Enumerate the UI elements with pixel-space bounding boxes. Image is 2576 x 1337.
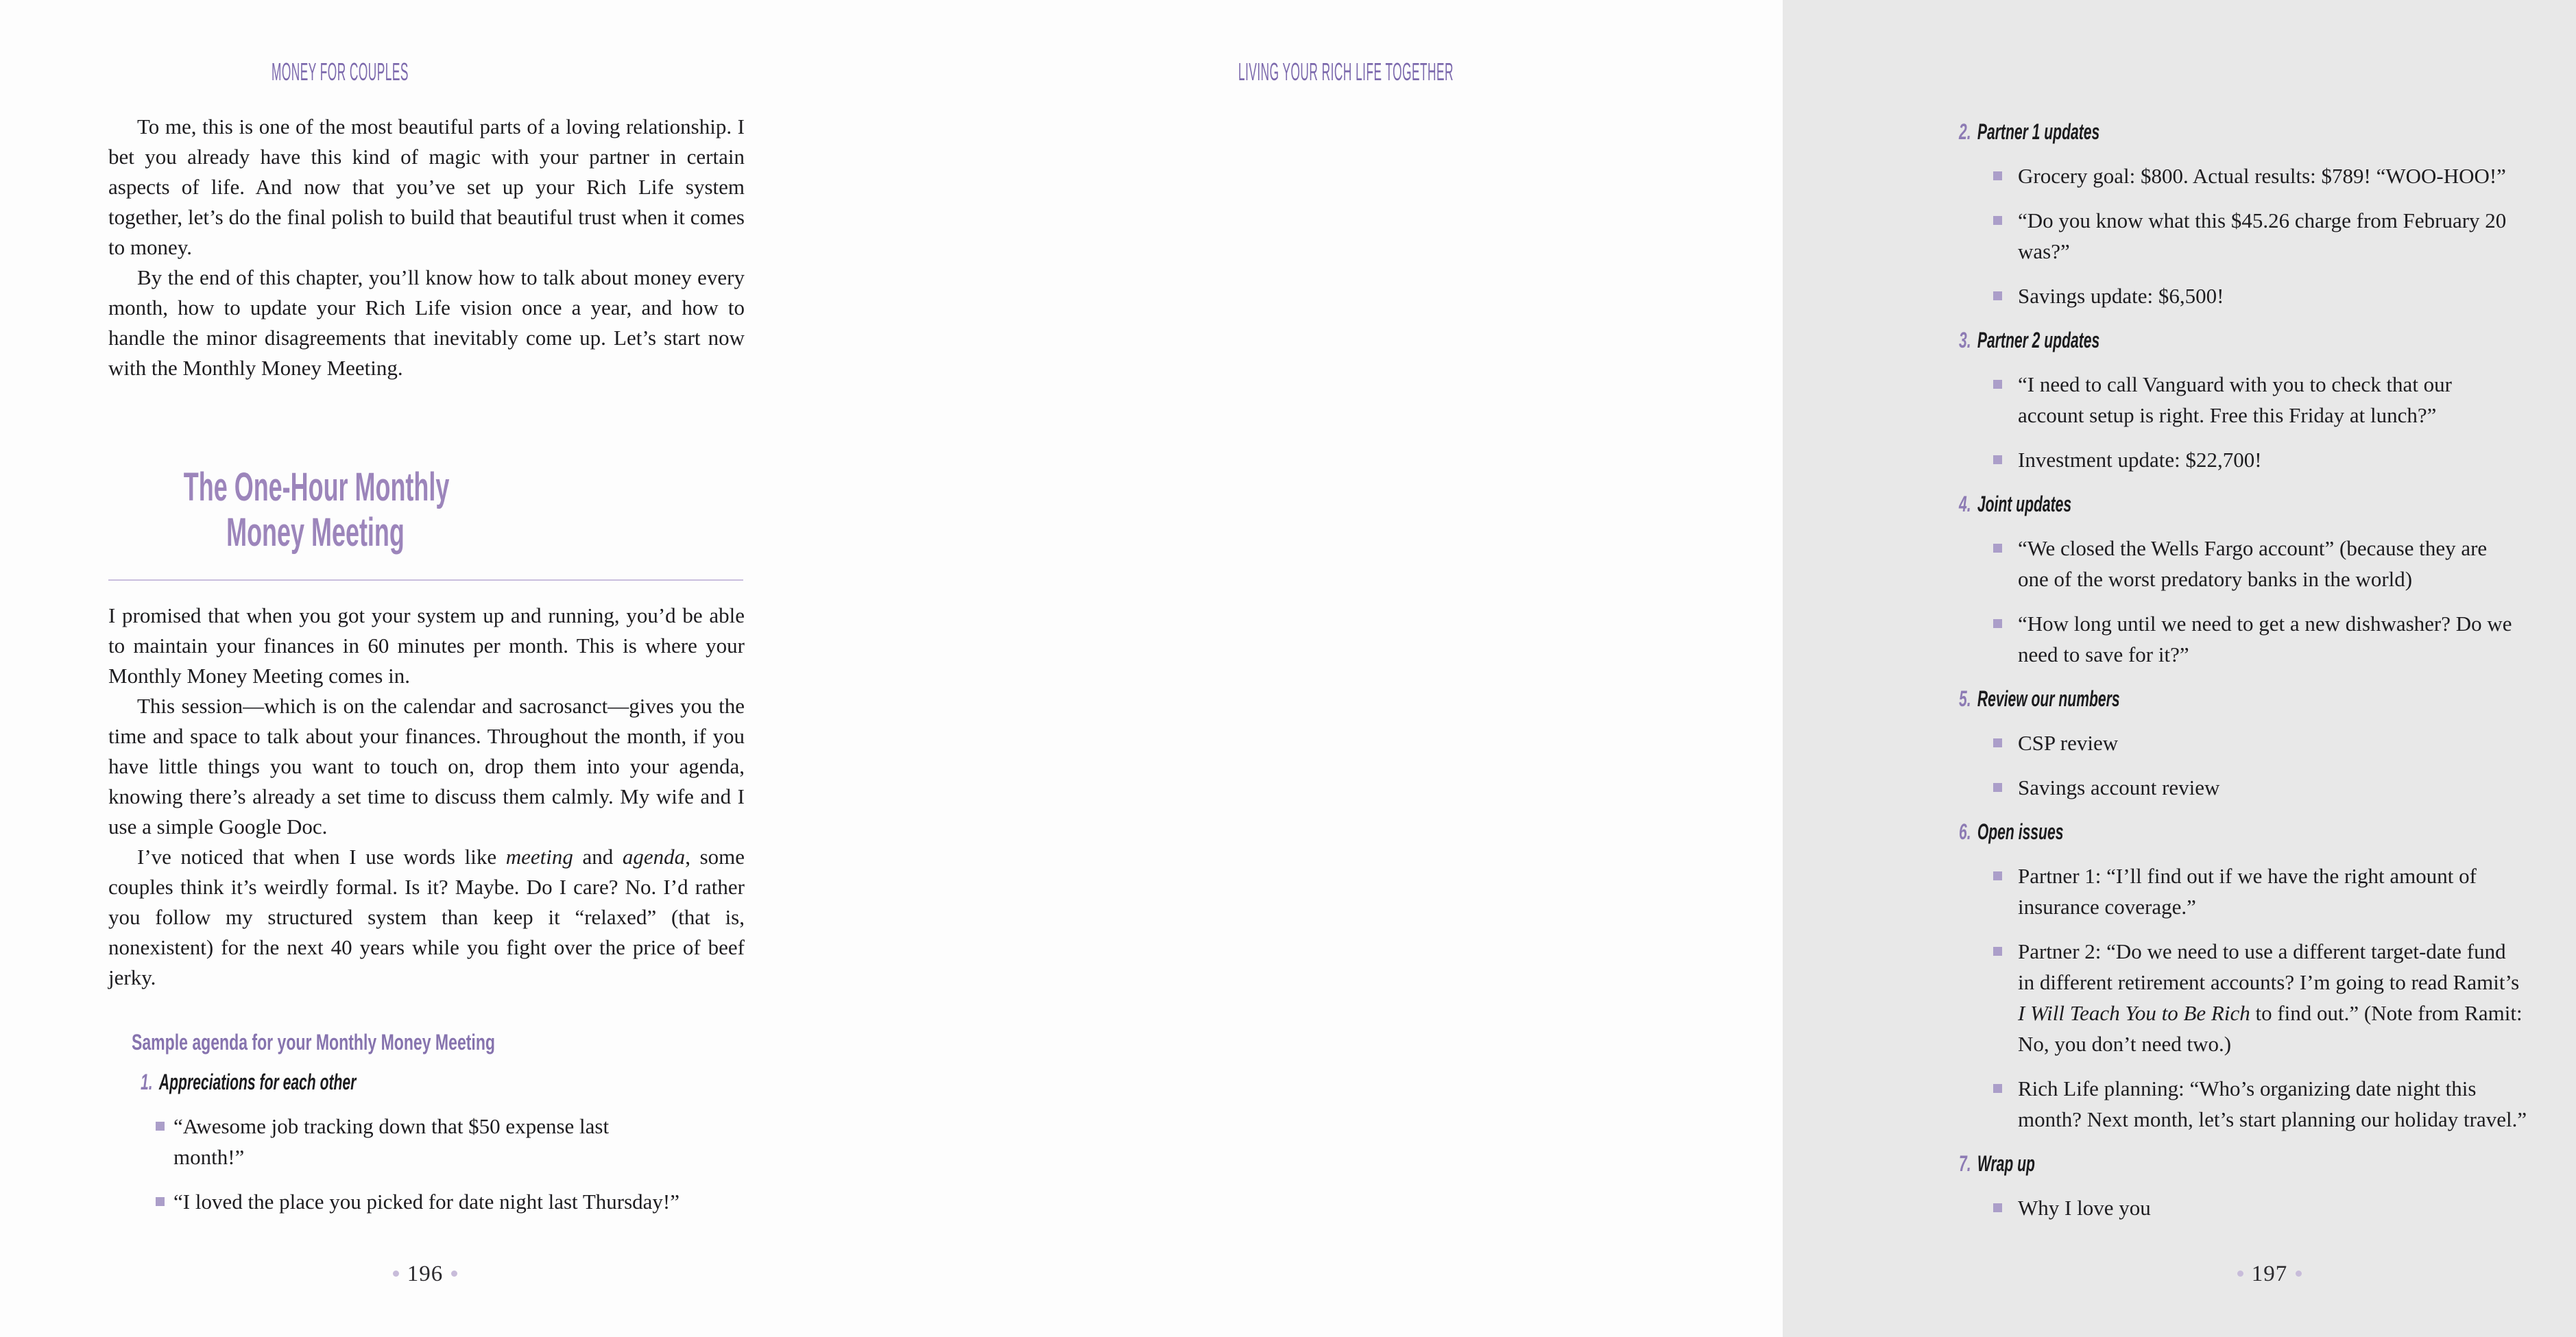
text-segment: was?” <box>2018 239 2070 263</box>
item-title-text: Open issues <box>1977 819 2064 844</box>
agenda-item <box>1959 489 2576 670</box>
text-segment: to find out.” (Note from Ramit: <box>2250 1001 2523 1025</box>
sample-agenda-section <box>132 1028 749 1217</box>
agenda-item-title <box>1959 684 2120 714</box>
running-head-book-title: MONEY FOR COUPLES <box>272 58 409 86</box>
bullet-square-icon <box>156 1122 165 1131</box>
text-segment: Savings account review <box>2018 775 2220 799</box>
body-text-block <box>108 112 745 383</box>
page-number <box>357 1262 494 1287</box>
text-segment: Investment update: $22,700! <box>2018 448 2262 472</box>
bullet-square-icon <box>1993 380 2002 389</box>
text-segment: Rich Life planning: “Who’s organizing date night this <box>2018 1076 2477 1100</box>
section-divider <box>108 579 743 581</box>
text-segment: “We closed the Wells Fargo account” (because they are <box>2018 536 2488 560</box>
text-segment: in different retirement accounts? I’m going to read Ramit’s <box>2018 970 2520 994</box>
item-number: 5. <box>1959 686 1971 711</box>
text-segment: Why I love you <box>2018 1196 2151 1220</box>
bullet-text <box>2018 369 2566 431</box>
bullet-item <box>1959 727 2576 758</box>
bullet-square-icon <box>156 1197 165 1206</box>
bullet-square-icon <box>1993 619 2002 628</box>
bullet-square-icon <box>1993 544 2002 553</box>
bullet-text <box>2018 1192 2566 1223</box>
item-number: 4. <box>1959 492 1971 516</box>
bullet-item <box>141 1111 749 1172</box>
text-segment: No, you don’t need two.) <box>2018 1032 2232 1056</box>
text-segment: one of the worst predatory banks in the world) <box>2018 567 2413 591</box>
agenda-item-title-row <box>141 1067 749 1097</box>
bullet-text <box>2018 727 2566 758</box>
item-title-text: Partner 2 updates <box>1977 328 2100 352</box>
text-segment: “Awesome job tracking down that $50 expense last <box>173 1114 610 1138</box>
agenda-item-title-row <box>1959 489 2576 519</box>
bullet-square-icon <box>1993 171 2002 180</box>
text-segment: “How long until we need to get a new dishwasher? Do we <box>2018 612 2512 636</box>
item-title-text: Review our numbers <box>1977 686 2120 711</box>
paragraph: This session—which is on the calendar and sacrosanct—gives you the time and space to talk about your finances. Throughout the month, if you have little things you want to touch on, drop them into your agenda, knowing there’s already a set time to discuss them calmly. My wife and I use a simple Google Doc. <box>108 694 745 839</box>
text-segment: need to save for it?” <box>2018 642 2189 666</box>
bullet-text <box>2018 444 2566 475</box>
item-title-text: Appreciations for each other <box>158 1070 357 1094</box>
agenda-item <box>1959 684 2576 803</box>
running-head-chapter-title: LIVING YOUR RICH LIFE TOGETHER <box>1238 58 1454 86</box>
bullet-text <box>2018 1073 2566 1135</box>
text-segment: Savings update: $6,500! <box>2018 284 2224 308</box>
agenda-heading: Sample agenda for your Monthly Money Meeting <box>132 1030 495 1055</box>
item-number: 3. <box>1959 328 1971 352</box>
text-segment: month? Next month, let’s start planning our holiday travel.” <box>2018 1107 2527 1131</box>
agenda-item <box>1959 1148 2576 1223</box>
folio-dot-icon <box>451 1270 457 1277</box>
page-197 <box>891 0 2527 1337</box>
bullet-item <box>1959 936 2576 1059</box>
bullet-item <box>1959 444 2576 475</box>
bullet-item <box>1959 533 2576 594</box>
bullet-item <box>1959 772 2576 803</box>
bullet-text <box>2018 772 2566 803</box>
body-text-block <box>108 601 745 993</box>
bullet-text <box>2018 860 2566 922</box>
text-segment: “I need to call Vanguard with you to check that our <box>2018 372 2453 396</box>
page-number-value: 196 <box>407 1262 444 1286</box>
text-segment: and <box>573 845 623 869</box>
agenda-item-title <box>1959 817 2063 847</box>
text-segment: month!” <box>173 1145 245 1169</box>
bullet-text <box>2018 160 2566 191</box>
folio-dot-icon <box>393 1270 399 1277</box>
agenda-item-title <box>1959 489 2071 519</box>
agenda-item-title <box>1959 325 2099 355</box>
bullet-text <box>173 1186 722 1217</box>
page-number-value: 197 <box>2251 1262 2288 1286</box>
agenda-item-title <box>141 1067 356 1097</box>
text-segment: “Do you know what this $45.26 charge from February 20 <box>2018 208 2507 232</box>
bullet-text <box>173 1111 722 1172</box>
bullet-item <box>1959 1192 2576 1223</box>
bullet-square-icon <box>1993 947 2002 956</box>
item-number: 6. <box>1959 819 1971 844</box>
agenda-item-title-row <box>1959 817 2576 847</box>
item-number: 1. <box>141 1070 153 1094</box>
bullet-text <box>2018 936 2566 1059</box>
agenda-item <box>1959 817 2576 1135</box>
agenda-item <box>141 1067 749 1217</box>
agenda-item-title <box>1959 1148 2035 1179</box>
bullet-item <box>1959 860 2576 922</box>
text-segment: , some couples think it’s weirdly formal. Is it? Maybe. Do I care? No. I’d rather you follow my structured system than keep it “relaxed” (that is, nonexistent) for the next 40 years while you fight over the price of beef jerky. <box>108 845 745 989</box>
page-196 <box>0 0 891 1337</box>
bullet-square-icon <box>1993 216 2002 225</box>
italic-text: I Will Teach You to Be Rich <box>2018 1001 2250 1025</box>
bullet-item <box>1959 205 2576 267</box>
text-segment: insurance coverage.” <box>2018 895 2196 919</box>
paragraph: I promised that when you got your system up and running, you’d be able to maintain your finances in 60 minutes per month. This is where your Monthly Money Meeting comes in. <box>108 603 745 688</box>
bullet-item <box>1959 160 2576 191</box>
section-heading-line1: The One-Hour Monthly <box>183 465 450 509</box>
text-segment: Partner 2: “Do we need to use a different target-date fund <box>2018 939 2506 963</box>
text-segment: CSP review <box>2018 731 2119 755</box>
bullet-square-icon <box>1993 455 2002 464</box>
agenda-items <box>1959 117 2576 1223</box>
agenda-item-title-row <box>1959 325 2576 355</box>
italic-text: agenda <box>622 845 686 869</box>
text-segment: I’ve noticed that when I use words like <box>137 845 506 869</box>
agenda-item <box>1959 325 2576 475</box>
bullet-text <box>2018 280 2566 311</box>
italic-text: meeting <box>505 845 573 869</box>
item-title-text: Joint updates <box>1977 492 2072 516</box>
bullet-square-icon <box>1993 871 2002 880</box>
page-number <box>2201 1262 2338 1287</box>
bullet-square-icon <box>1993 783 2002 792</box>
text-segment: Grocery goal: $800. Actual results: $789! “WOO-HOO!” <box>2018 164 2506 188</box>
bullet-text <box>2018 608 2566 670</box>
bullet-item <box>1959 608 2576 670</box>
text-segment: Partner 1: “I’ll find out if we have the right amount of <box>2018 864 2477 888</box>
item-title-text: Partner 1 updates <box>1977 119 2100 144</box>
item-number: 7. <box>1959 1151 1971 1176</box>
agenda-item-title-row <box>1959 684 2576 714</box>
text-segment: account setup is right. Free this Friday at lunch?” <box>2018 403 2437 427</box>
paragraph: To me, this is one of the most beautiful parts of a loving relationship. I bet you already have this kind of magic with your partner in certain aspects of life. And now that you’ve set up your Rich Life system together, let’s do the final polish to build that beautiful trust when it comes to money. <box>108 115 745 259</box>
agenda-items <box>141 1067 749 1217</box>
bullet-square-icon <box>1993 291 2002 300</box>
agenda-item <box>1959 117 2576 311</box>
bullet-text <box>2018 205 2566 267</box>
bullet-item <box>1959 369 2576 431</box>
agenda-item-title-row <box>1959 117 2576 147</box>
bullet-square-icon <box>1993 1203 2002 1212</box>
section-heading-line2: Money Meeting <box>226 510 405 555</box>
folio-dot-icon <box>2296 1270 2302 1277</box>
item-number: 2. <box>1959 119 1971 144</box>
bullet-square-icon <box>1993 738 2002 747</box>
agenda-item-title <box>1959 117 2099 147</box>
bullet-item <box>141 1186 749 1217</box>
agenda-item-title-row <box>1959 1148 2576 1179</box>
paragraph <box>108 842 745 993</box>
paragraph: By the end of this chapter, you’ll know how to talk about money every month, how to update your Rich Life vision once a year, and how to handle the minor disagreements that inevitably come up. Let’s start now with the Monthly Money Meeting. <box>108 265 745 380</box>
bullet-item <box>1959 280 2576 311</box>
bullet-square-icon <box>1993 1084 2002 1093</box>
bullet-item <box>1959 1073 2576 1135</box>
text-segment: “I loved the place you picked for date night last Thursday!” <box>173 1190 680 1214</box>
section-heading <box>183 465 450 555</box>
bullet-text <box>2018 533 2566 594</box>
folio-dot-icon <box>2237 1270 2243 1277</box>
item-title-text: Wrap up <box>1977 1151 2035 1176</box>
